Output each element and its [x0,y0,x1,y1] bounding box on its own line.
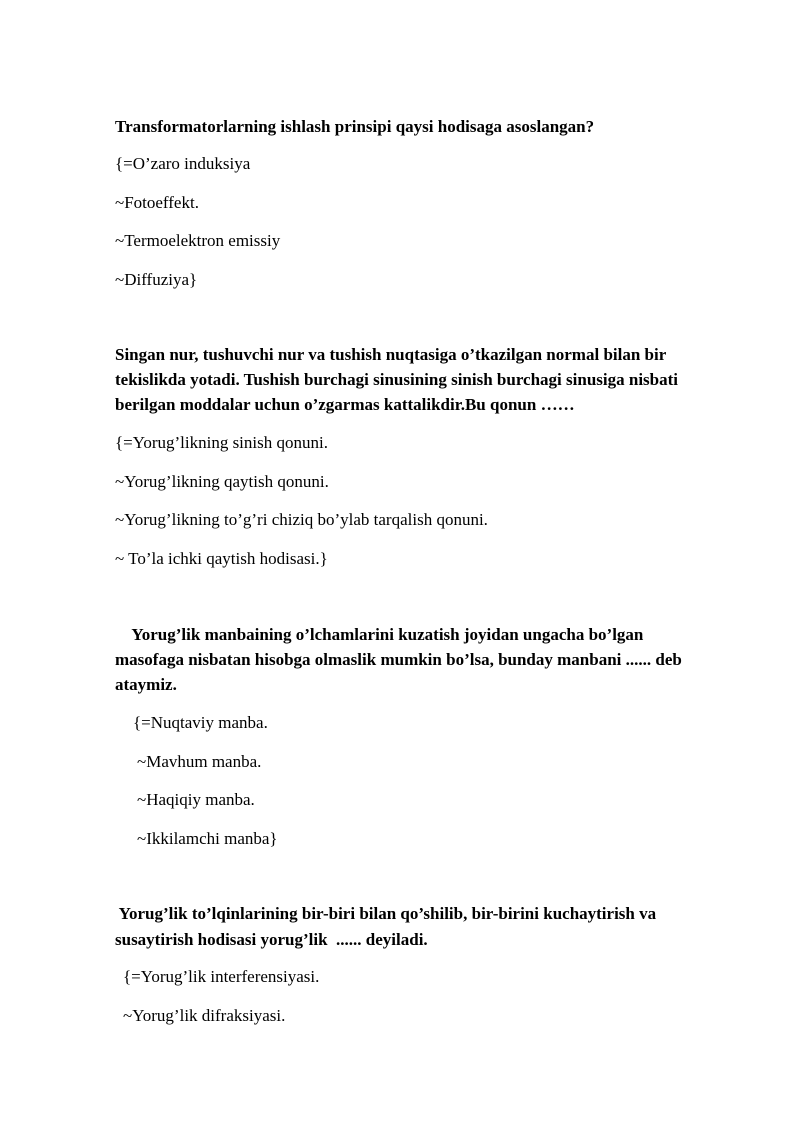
question-3-answer-2: ~Mavhum manba. [137,752,262,771]
question-4-line-2: susaytirish hodisasi yorug’lik ...... deyiladi. [115,930,428,949]
question-2-answer-2: ~Yorug’likning qaytish qonuni. [115,472,329,491]
question-4-line-1: Yorug’lik to’lqinlarining bir-biri bilan qo’shilib, bir-birini kuchaytirish va [115,904,657,923]
question-2-line-3: berilgan moddalar uchun o’zgarmas kattalikdir.Bu qonun …… [115,395,575,414]
question-2-line-1: Singan nur, tushuvchi nur va tushish nuqtasiga o’tkazilgan normal bilan bir [115,345,667,364]
question-3-answer-3: ~Haqiqiy manba. [137,790,255,809]
question-1-answer-1: {=O’zaro induksiya [115,154,251,173]
question-2-answer-4: ~ To’la ichki qaytish hodisasi.} [115,549,328,568]
question-3-line-2: masofaga nisbatan hisobga olmaslik mumkin bo’lsa, bunday manbani ...... deb [115,650,682,669]
question-3-line-3: ataymiz. [115,675,177,694]
question-1-answer-4: ~Diffuziya} [115,270,198,289]
question-3-answer-4: ~Ikkilamchi manba} [137,829,278,848]
question-4-answer-2: ~Yorug’lik difraksiyasi. [123,1006,286,1025]
question-3-answer-1: {=Nuqtaviy manba. [133,713,268,732]
question-1-answer-3: ~Termoelektron emissiy [115,231,281,250]
question-2-answer-3: ~Yorug’likning to’g’ri chiziq bo’ylab tarqalish qonuni. [115,510,488,529]
question-1-line-1: Transformatorlarning ishlash prinsipi qaysi hodisaga asoslangan? [115,117,595,136]
question-3-line-1: Yorug’lik manbaining o’lchamlarini kuzatish joyidan ungacha bo’lgan [115,625,644,644]
question-2-answer-1: {=Yorug’likning sinish qonuni. [115,433,328,452]
question-1-answer-2: ~Fotoeffekt. [115,193,199,212]
question-4-answer-1: {=Yorug’lik interferensiyasi. [123,967,320,986]
question-2-line-2: tekislikda yotadi. Tushish burchagi sinusining sinish burchagi sinusiga nisbati [115,370,679,389]
